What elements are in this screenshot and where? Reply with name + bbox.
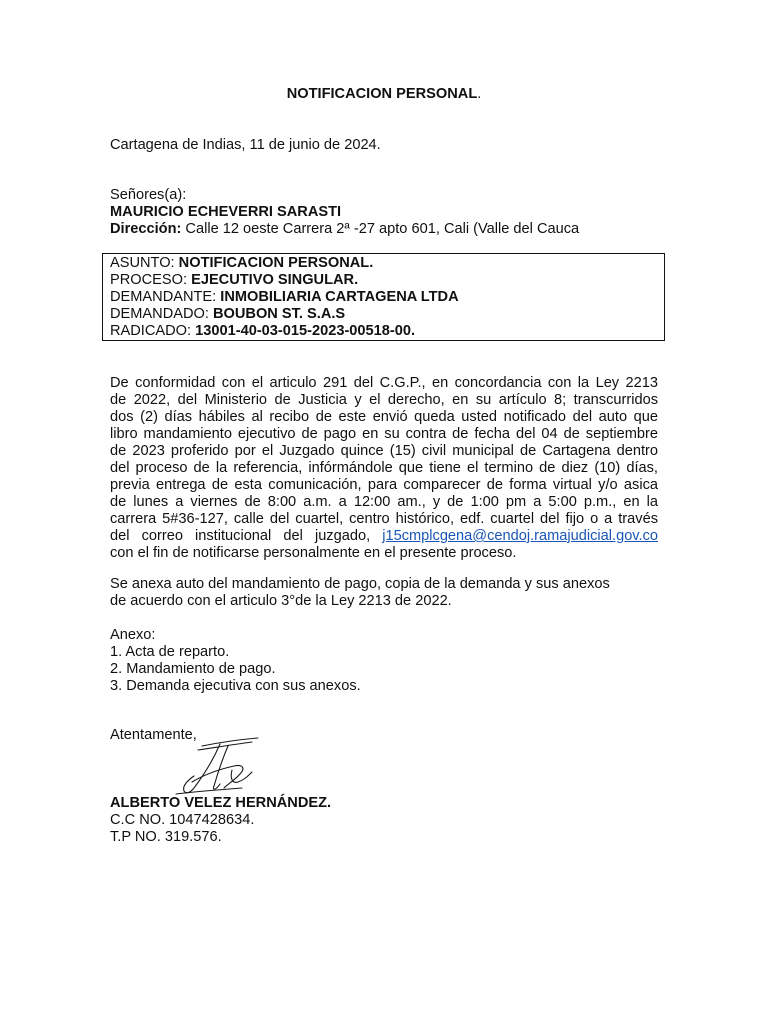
recipient-name: MAURICIO ECHEVERRI SARASTI <box>110 204 342 220</box>
body-line: previa entrega de esta comunicación, para comparecer de forma virtual y/o asica <box>110 477 658 493</box>
radicado-value: 13001-40-03-015-2023-00518-00. <box>195 323 416 339</box>
annex-paragraph-line: de acuerdo con el articulo 3°de la Ley 2213 de 2022. <box>110 593 452 609</box>
body-line: del proceso de la referencia, infórmándole que tiene el termino de diez (10) días, <box>110 460 658 476</box>
case-info-box <box>102 253 665 341</box>
annex-item: 1. Acta de reparto. <box>110 644 230 660</box>
recipient-greeting: Señores(a): <box>110 187 187 203</box>
body-line: de lunes a viernes de 8:00 a.m. a 12:00 am., y de 1:00 pm a 5:00 p.m., en la <box>110 494 658 510</box>
signer-professional-card: T.P NO. 319.576. <box>110 829 222 845</box>
annex-paragraph-line: Se anexa auto del mandamiento de pago, copia de la demanda y sus anexos <box>110 576 610 592</box>
case-row-proceso <box>110 272 664 289</box>
title-period: . <box>477 86 482 102</box>
annex-item: 3. Demanda ejecutiva con sus anexos. <box>110 678 361 694</box>
demandante-label: DEMANDANTE: <box>110 289 221 305</box>
proceso-label: PROCESO: <box>110 272 192 288</box>
signer-id: C.C NO. 1047428634. <box>110 812 255 828</box>
annex-list <box>110 627 361 695</box>
demandante-value: INMOBILIARIA CARTAGENA LTDA <box>220 289 459 305</box>
signer-name: ALBERTO VELEZ HERNÁNDEZ. <box>110 795 332 811</box>
address-label: Dirección: <box>110 221 182 237</box>
court-email-link[interactable]: j15cmplcgena@cendoj.ramajudicial.gov.co <box>382 528 658 544</box>
link-prefix: del correo institucional del juzgado, <box>110 528 383 544</box>
asunto-label: ASUNTO: <box>110 255 179 271</box>
handwritten-signature <box>172 736 264 798</box>
address-value: Calle 12 oeste Carrera 2ª -27 apto 601, Cali (Valle del Cauca <box>181 221 580 237</box>
body-line: de 2023 proferido por el Juzgado quince (15) civil municipal de Cartagena dentro <box>110 443 658 459</box>
recipient-address <box>110 221 579 238</box>
body-line: carrera 5#36-127, calle del cuartel, centro histórico, edf. cuartel del fijo o a través <box>110 511 658 527</box>
proceso-value: EJECUTIVO SINGULAR. <box>191 272 359 288</box>
body-line: De conformidad con el articulo 291 del C.G.P., en concordancia con la Ley 2213 <box>110 375 658 391</box>
closing-line: Atentamente, <box>110 727 197 743</box>
annex-title: Anexo: <box>110 627 156 643</box>
body-line: libro mandamiento ejecutivo de pago en su contra de fecha del 04 de septiembre <box>110 426 658 442</box>
annex-paragraph <box>110 576 658 610</box>
case-row-radicado <box>110 323 664 340</box>
body-line-with-link <box>110 528 658 545</box>
case-row-asunto <box>110 255 664 272</box>
body-line: de 2022, del Ministerio de Justicia y el derecho, en su artículo 8; transcurridos <box>110 392 658 408</box>
date-line: Cartagena de Indias, 11 de junio de 2024. <box>110 137 381 153</box>
case-row-demandante <box>110 289 664 306</box>
annex-item: 2. Mandamiento de pago. <box>110 661 276 677</box>
demandado-value: BOUBON ST. S.A.S <box>212 306 346 322</box>
radicado-label: RADICADO: <box>110 323 196 339</box>
demandado-label: DEMANDADO: <box>110 306 213 322</box>
body-line: dos (2) días hábiles al recibo de este envió queda usted notificado del auto que <box>110 409 658 425</box>
body-line: con el fin de notificarse personalmente en el presente proceso. <box>110 545 517 561</box>
body-paragraph <box>110 375 658 562</box>
title-text: NOTIFICACION PERSONAL <box>286 86 478 102</box>
document-title <box>0 86 768 103</box>
asunto-value: NOTIFICACION PERSONAL. <box>178 255 374 271</box>
case-row-demandado <box>110 306 664 323</box>
